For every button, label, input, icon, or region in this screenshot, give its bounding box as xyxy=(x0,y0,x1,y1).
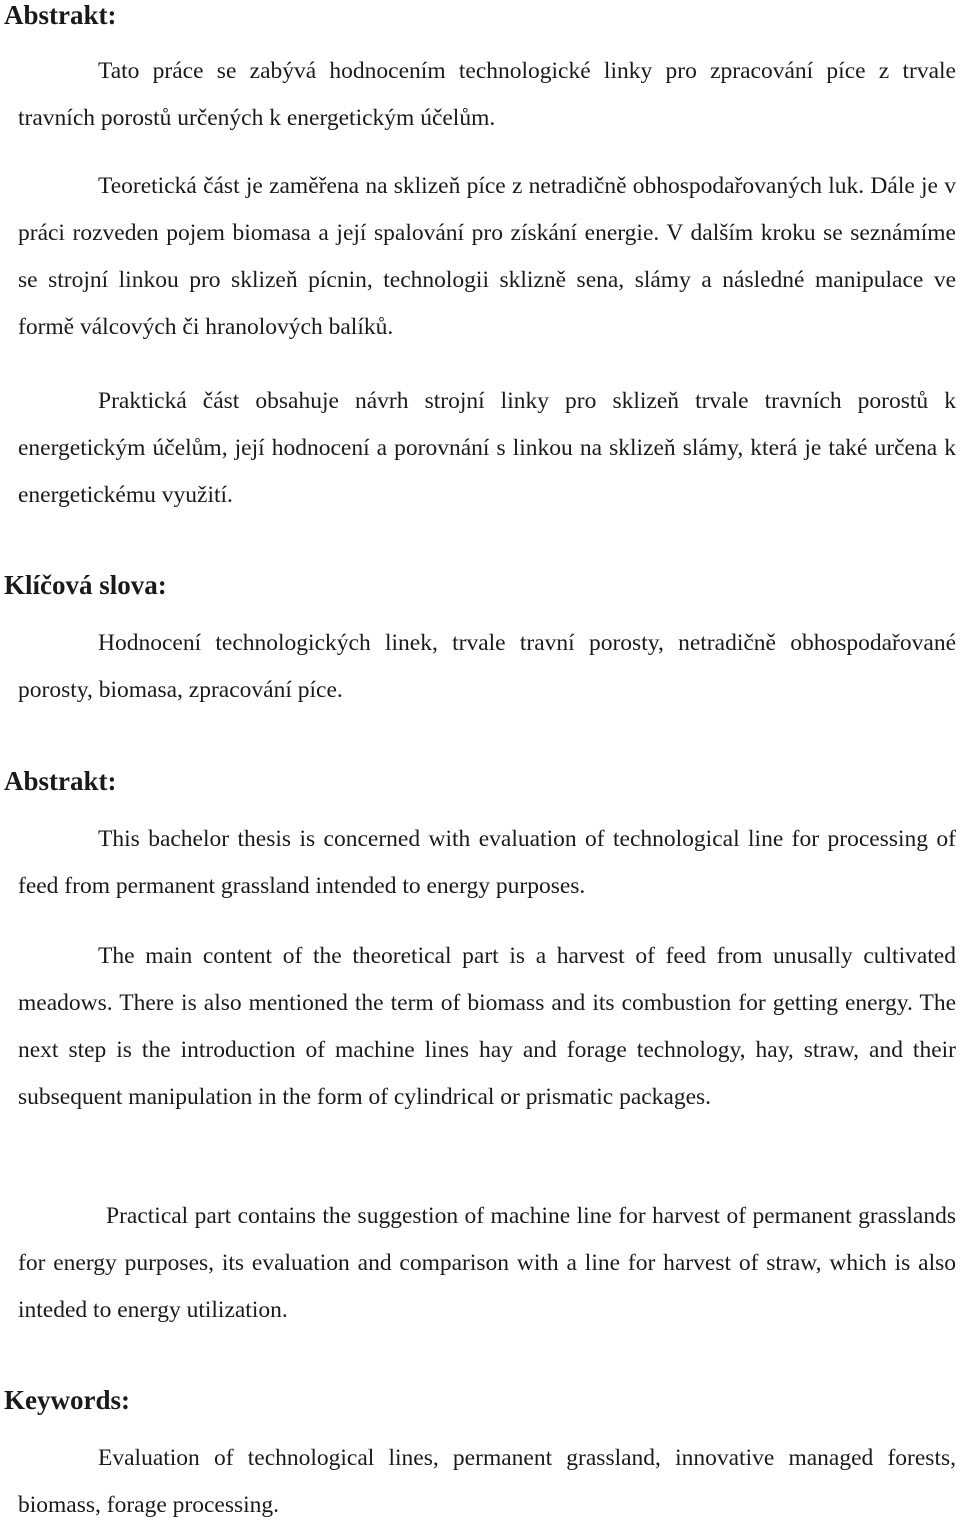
abstract-cz-paragraph-2: Teoretická část je zaměřena na sklizeň píce z netradičně obhospodařovaných luk. Dále je v práci rozveden pojem biomasa a její spalování pro získání energie. V dalším kroku se seznámíme se strojní linkou pro sklizeň pícnin, technologii sklizně sena, slámy a následné manipulace ve formě válcových či hranolových balíků. xyxy=(18,173,956,340)
abstract-cz-paragraph-1: Tato práce se zabývá hodnocením technologické linky pro zpracování píce z trvale travních porostů určených k energetickým účelům. xyxy=(18,58,956,131)
keywords-en-text: Evaluation of technological lines, permanent grassland, innovative managed forests, biomass, forage processing. xyxy=(18,1445,956,1518)
abstract-heading-en: Abstrakt: xyxy=(4,766,117,796)
abstract-en-paragraph-1: This bachelor thesis is concerned with evaluation of technological line for processing of feed from permanent grassland intended to energy purposes. xyxy=(18,826,956,899)
keywords-heading-en: Keywords: xyxy=(4,1385,130,1415)
abstract-cz-paragraph-3: Praktická část obsahuje návrh strojní linky pro sklizeň trvale travních porostů k energetickým účelům, její hodnocení a porovnání s linkou na sklizeň slámy, která je také určena k energetickému využití. xyxy=(18,388,956,508)
abstract-en-paragraph-2: The main content of the theoretical part is a harvest of feed from unusally cultivated meadows. There is also mentioned the term of biomass and its combustion for getting energy. The next step is the introduction of machine lines hay and forage technology, hay, straw, and their subsequent manipulation in the form of cylindrical or prismatic packages. xyxy=(18,943,956,1110)
abstract-heading-cz: Abstrakt: xyxy=(4,0,117,30)
keywords-cz-text: Hodnocení technologických linek, trvale travní porosty, netradičně obhospodařované porosty, biomasa, zpracování píce. xyxy=(18,630,956,703)
abstract-en-paragraph-3: Practical part contains the suggestion of machine line for harvest of permanent grasslands for energy purposes, its evaluation and comparison with a line for harvest of straw, which is also inteded to energy utilization. xyxy=(18,1203,956,1323)
keywords-heading-cz: Klíčová slova: xyxy=(4,570,167,600)
